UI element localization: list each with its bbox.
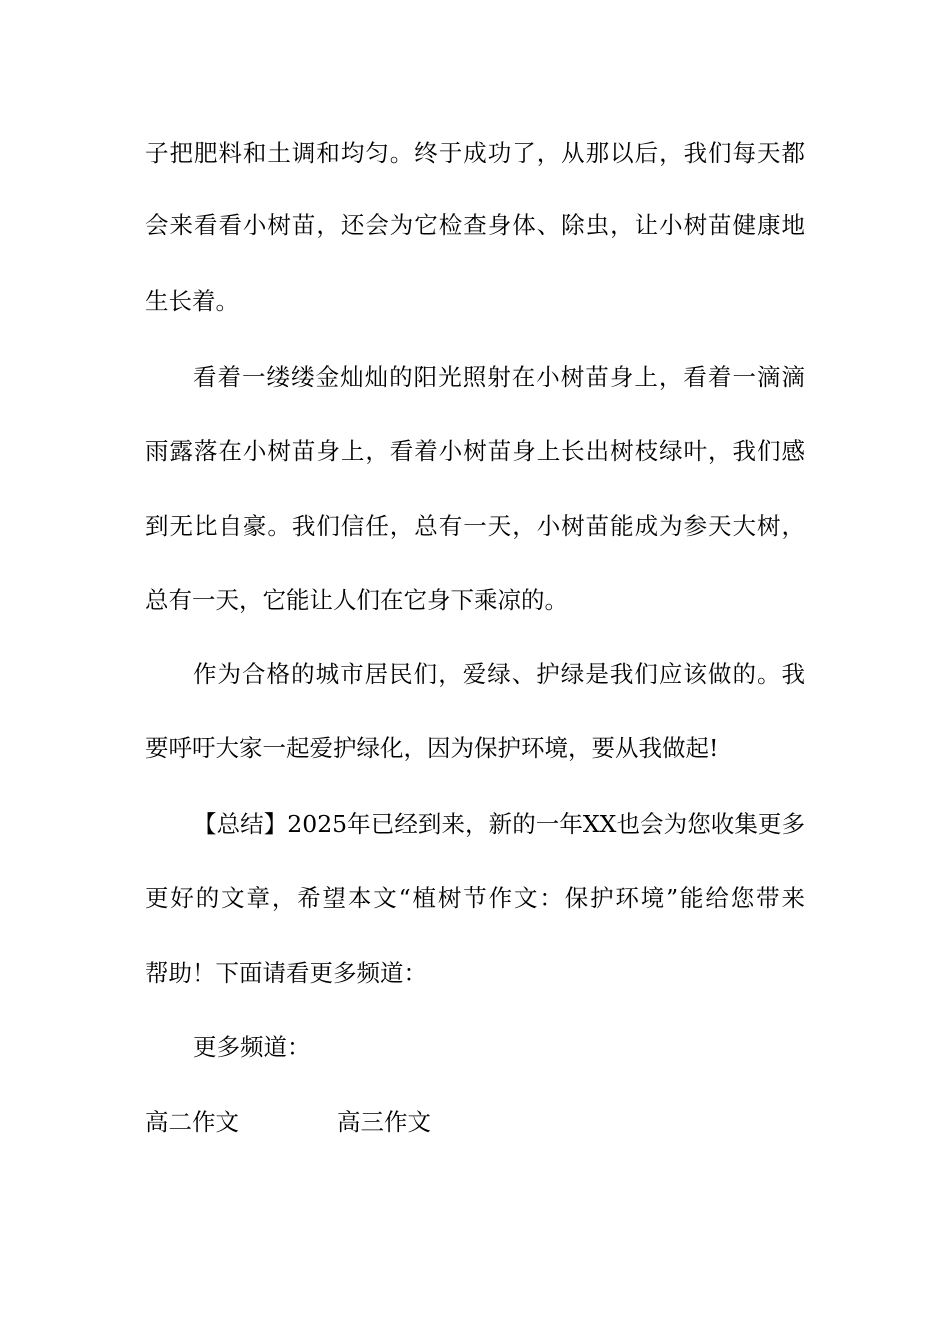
paragraph-line: 看着一缕缕金灿灿的阳光照射在小树苗身上，看着一滴滴: [193, 363, 805, 391]
link-grade-11-essay[interactable]: 高二作文: [145, 1108, 239, 1136]
paragraph-line: 作为合格的城市居民们，爱绿、护绿是我们应该做的。我: [193, 660, 805, 688]
paragraph-line: 总有一天，它能让人们在它身下乘凉的。: [145, 586, 568, 614]
paragraph-line: 要呼吁大家一起爱护绿化，因为保护环境，要从我做起!: [145, 734, 719, 762]
paragraph-line: 到无比自豪。我们信任，总有一天，小树苗能成为参天大树，: [145, 512, 805, 540]
paragraph-line: 子把肥料和土调和均匀。终于成功了，从那以后，我们每天都: [145, 139, 805, 167]
summary-line: 帮助！下面请看更多频道：: [145, 959, 427, 987]
summary-line: 更好的文章，希望本文“植树节作文：保护环境”能给您带来: [145, 884, 805, 912]
paragraph-line: 雨露落在小树苗身上，看着小树苗身上长出树枝绿叶，我们感: [145, 437, 805, 465]
summary-line: 【总结】2025年已经到来，新的一年XX也会为您收集更多: [193, 810, 805, 838]
link-grade-12-essay[interactable]: 高三作文: [337, 1108, 431, 1136]
paragraph-line: 会来看看小树苗，还会为它检查身体、除虫，让小树苗健康地: [145, 211, 805, 239]
paragraph-line: 生长着。: [145, 287, 239, 315]
more-channels-label: 更多频道：: [193, 1033, 311, 1061]
